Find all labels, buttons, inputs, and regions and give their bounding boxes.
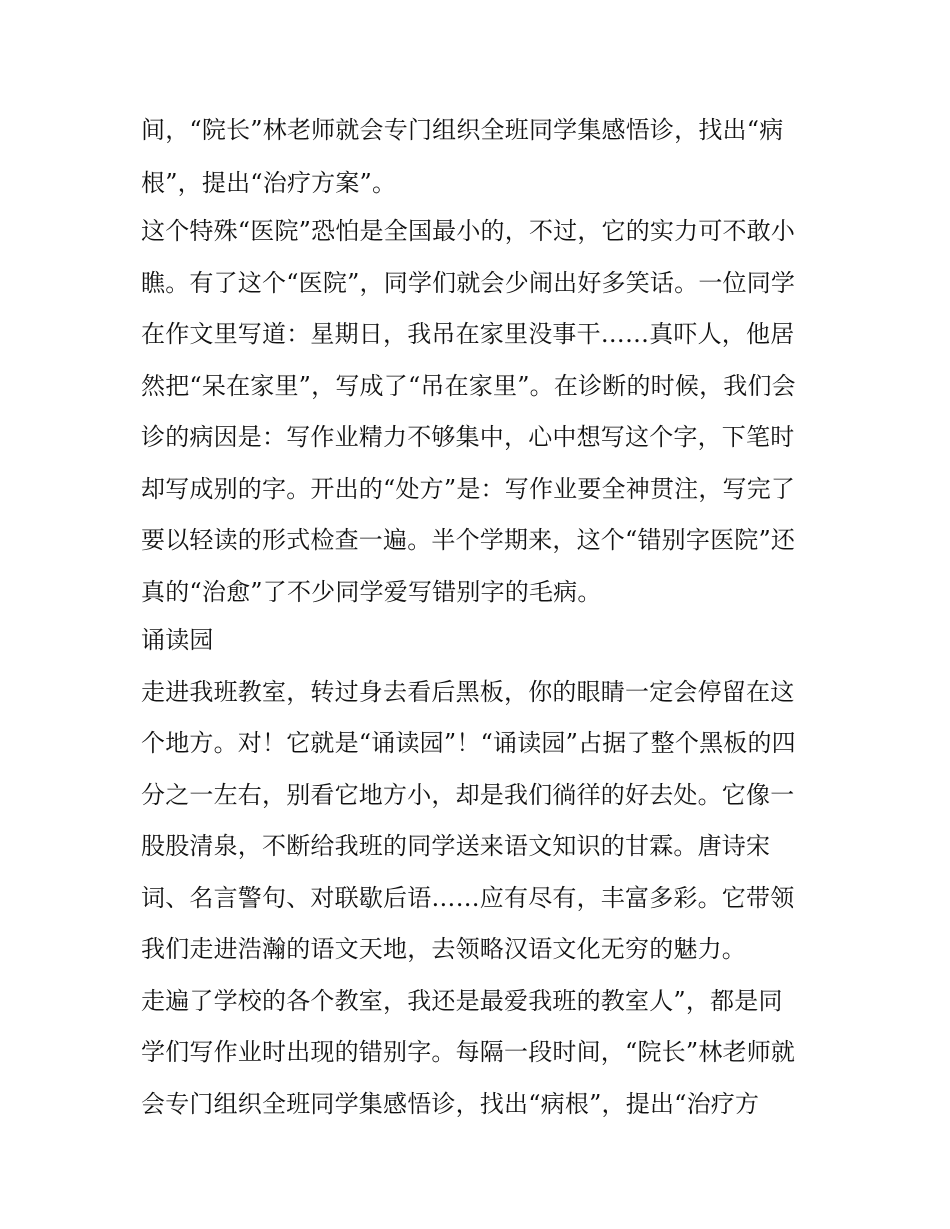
text-line: 却写成别的字。开出的“处方”是：写作业要全神贯注，写完了: [141, 475, 796, 503]
text-line: 我们走进浩瀚的语文天地，去领略汉语文化无穷的魅力。: [141, 935, 746, 963]
text-line: 会专门组织全班同学集感悟诊，找出“病根”，提出“治疗方: [141, 1090, 760, 1118]
text-line: 走遍了学校的各个教室，我还是最爱我班的教室人”，都是同: [141, 987, 783, 1015]
section-heading: 诵读园: [141, 626, 214, 654]
text-line: 这个特殊“医院”恐怕是全国最小的，不过，它的实力可不敢小: [141, 217, 796, 245]
text-line: 学们写作业时出现的错别字。每隔一段时间，“院长”林老师就: [141, 1038, 796, 1066]
text-line: 词、名言警句、对联歇后语……应有尽有，丰富多彩。它带领: [141, 884, 795, 912]
text-line: 真的“治愈”了不少同学爱写错别字的毛病。: [141, 578, 602, 606]
text-line: 走进我班教室，转过身去看后黑板，你的眼睛一定会停留在这: [141, 678, 795, 706]
text-line: 分之一左右，别看它地方小，却是我们徜徉的好去处。它像一: [141, 781, 795, 809]
text-line: 然把“呆在家里”，写成了“吊在家里”。在诊断的时候，我们会: [141, 372, 796, 400]
text-line: 根”，提出“治疗方案”。: [141, 169, 397, 197]
text-line: 诊的病因是：写作业精力不够集中，心中想写这个字，下笔时: [141, 423, 795, 451]
text-line: 股股清泉，不断给我班的同学送来语文知识的甘霖。唐诗宋: [141, 832, 771, 860]
text-line: 间，“院长”林老师就会专门组织全班同学集感悟诊，找出“病: [141, 116, 784, 144]
text-line: 个地方。对！它就是“诵读园”！“诵读园”占据了整个黑板的四: [141, 729, 796, 757]
text-line: 在作文里写道：星期日，我吊在家里没事干……真吓人，他居: [141, 320, 795, 348]
text-line: 要以轻读的形式检查一遍。半个学期来，这个“错别字医院”还: [141, 526, 796, 554]
text-line: 瞧。有了这个“医院”，同学们就会少闹出好多笑话。一位同学: [141, 269, 796, 297]
